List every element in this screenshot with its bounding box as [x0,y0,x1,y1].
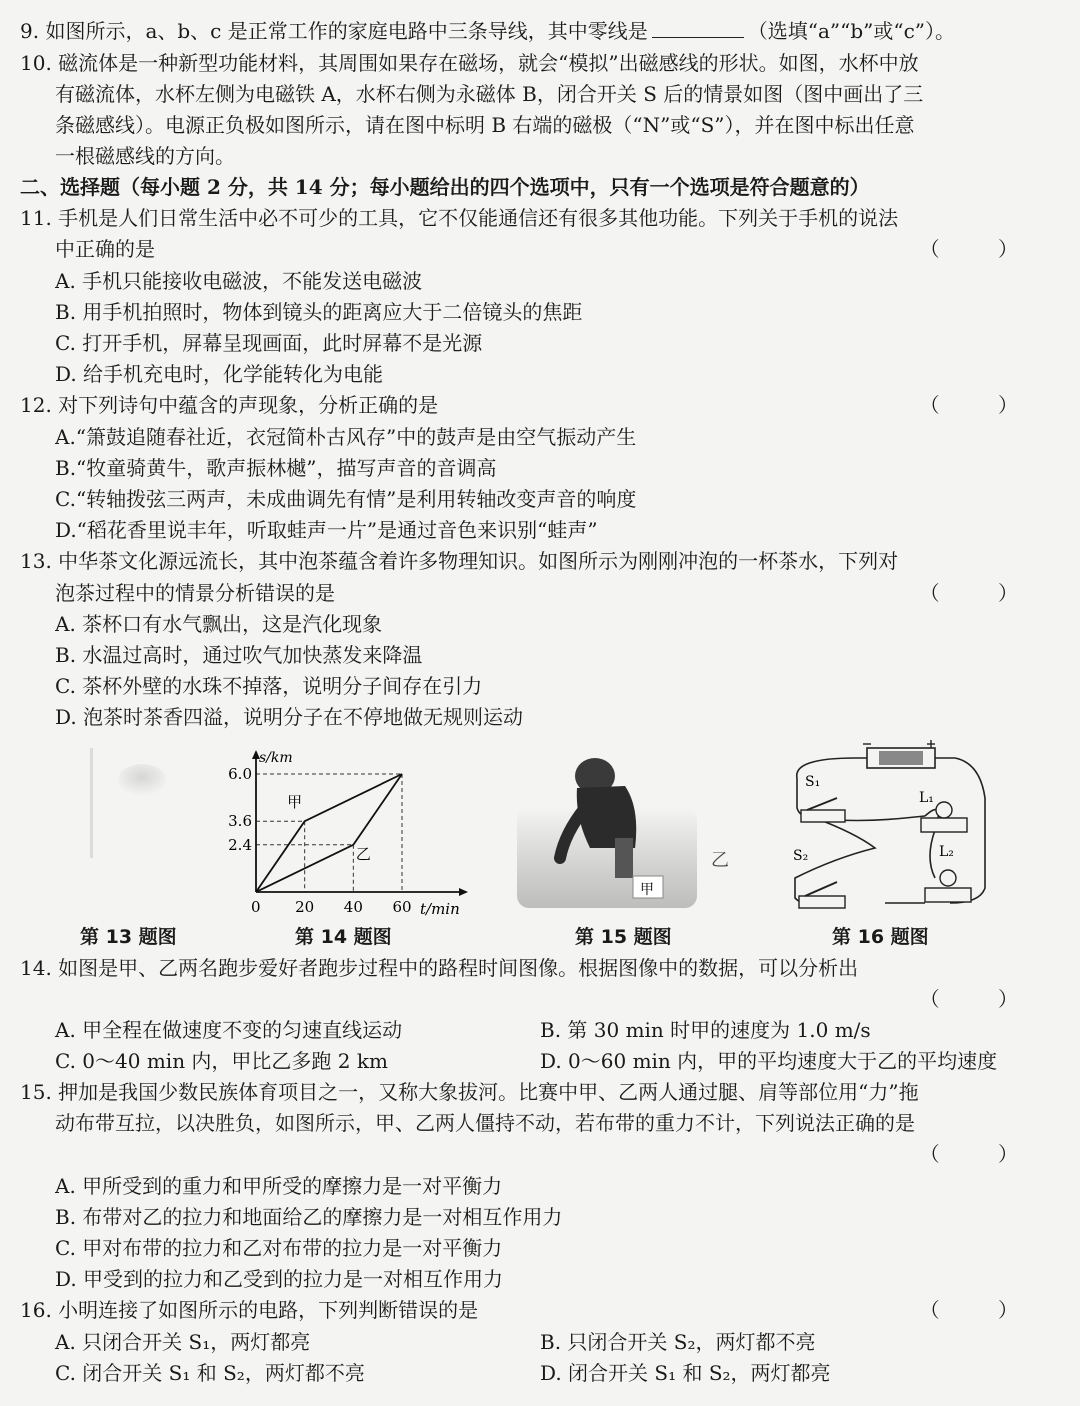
q10-line: 条磁感线）。电源正负极如图所示，请在图中标明 B 右端的磁极（“N”或“S”），并在图中标出任意 [55,113,915,137]
switch-s1-icon [801,798,845,822]
q13-line: 13. 中华茶文化源远流长，其中泡茶蕴含着许多物理知识。如图所示为刚刚冲泡的一杯茶水，下列对 [20,549,899,573]
q13-option-c: C. 茶杯外壁的水珠不掉落，说明分子间存在引力 [55,674,483,698]
q14-line: 14. 如图是甲、乙两名跑步爱好者跑步过程中的路程时间图像。根据图像中的数据，可以分析出 [20,956,859,980]
wire [930,830,935,878]
q13-option-b: B. 水温过高时，通过吹气加快蒸发来降温 [55,643,423,667]
label-l1: L₁ [919,790,934,806]
fig13-teacup-image [80,748,190,898]
series-line [256,774,402,892]
q11-line: 中正确的是 [55,237,155,261]
fig15-label-yi: 乙 [711,850,729,871]
x-tick-label: 40 [343,898,363,916]
fig15-tug-of-war-image [515,748,745,918]
q15-option-d: D. 甲受到的拉力和乙受到的拉力是一对相互作用力 [55,1267,504,1291]
fig14-st-graph [210,748,480,920]
x-axis-arrow [459,888,468,896]
q14-option-d: D. 0～60 min 内，甲的平均速度大于乙的平均速度 [540,1049,998,1073]
answer-paren[interactable]: （ ） [919,1142,1044,1166]
fig16-circuit-diagram [775,738,1005,918]
x-tick-label: 20 [295,898,315,916]
x-axis-label: t/min [420,900,460,918]
chart-guides [256,774,402,892]
q16-option-b: B. 只闭合开关 S₂，两灯都不亮 [540,1330,816,1354]
label-l2: L₂ [939,844,954,860]
y-tick-label: 3.6 [228,812,252,831]
label-s2: S₂ [793,848,809,864]
q15-option-c: C. 甲对布带的拉力和乙对布带的拉力是一对平衡力 [55,1236,503,1260]
q13-option-d: D. 泡茶时茶香四溢，说明分子在不停地做无规则运动 [55,705,524,729]
q15-option-a: A. 甲所受到的重力和甲所受的摩擦力是一对平衡力 [55,1174,503,1198]
y-tick-label: 2.4 [228,835,252,854]
q11-line: 11. 手机是人们日常生活中必不可少的工具，它不仅能通信还有很多其他功能。下列关于手机的说法 [20,206,899,230]
section-heading: 二、选择题（每小题 2 分，共 14 分；每小题给出的四个选项中，只有一个选项是符合题意的） [20,175,870,199]
q15-option-b: B. 布带对乙的拉力和地面给乙的摩擦力是一对相互作用力 [55,1205,563,1229]
q12-line: 12. 对下列诗句中蕴含的声现象，分析正确的是 [20,393,439,417]
q11-option-b: B. 用手机拍照时，物体到镜头的距离应大于二倍镜头的焦距 [55,300,583,324]
answer-paren[interactable]: （ ） [919,237,1044,261]
q9-text: 9. 如图所示，a、b、c 是正常工作的家庭电路中三条导线，其中零线是 [20,19,648,43]
cloth-strap [615,838,633,878]
label-s1: S₁ [805,774,821,790]
q15-line: 动布带互拉，以决胜负，如图所示，甲、乙两人僵持不动，若布带的重力不计，下列说法正确的是 [55,1111,915,1135]
q11-option-c: C. 打开手机，屏幕呈现画面，此时屏幕不是光源 [55,331,483,355]
lamp-l1-icon [921,802,967,832]
q16-option-a: A. 只闭合开关 S₁，两灯都亮 [55,1330,311,1354]
q9-text-after: （选填“a”“b”或“c”）。 [747,19,956,43]
answer-paren[interactable]: （ ） [919,393,1044,417]
lamp-l2-icon [925,870,971,902]
answer-paren[interactable]: （ ） [919,1298,1044,1322]
fig16-caption: 第 16 题图 [832,926,929,948]
q12-option-c: C.“转轴拨弦三两声，未成曲调先有情”是利用转轴改变声音的响度 [55,487,637,511]
q11-option-a: A. 手机只能接收电磁波，不能发送电磁波 [55,269,423,293]
answer-blank[interactable] [652,17,744,38]
series-line [256,774,402,892]
answer-paren[interactable]: （ ） [919,581,1044,605]
battery-icon [863,740,935,768]
switch-s2-icon [799,882,845,908]
chart-series [256,774,402,892]
series-label: 甲 [287,793,303,812]
fig13-caption: 第 13 题图 [80,926,177,948]
q10-line: 10. 磁流体是一种新型功能材料，其周围如果存在磁场，就会“模拟”出磁感线的形状。如图，水杯中放 [20,51,919,75]
q10-line: 一根磁感线的方向。 [55,144,235,168]
series-label: 乙 [355,844,371,863]
q12-option-a: A.“箫鼓追随春社近，衣冠简朴古风存”中的鼓声是由空气振动产生 [55,425,637,449]
q16-option-d: D. 闭合开关 S₁ 和 S₂，两灯都亮 [540,1361,831,1385]
q11-option-d: D. 给手机充电时，化学能转化为电能 [55,362,384,386]
q13-line: 泡茶过程中的情景分析错误的是 [55,581,335,605]
y-tick-label: 6.0 [228,765,252,783]
q16-line: 16. 小明连接了如图所示的电路，下列判断错误的是 [20,1298,479,1322]
question-9 [20,16,1046,46]
q10-line: 有磁流体，水杯左侧为电磁铁 A，水杯右侧为永磁体 B，闭合开关 S 后的情景如图（图中画出了三 [55,82,924,106]
q13-option-a: A. 茶杯口有水气飘出，这是汽化现象 [55,612,383,636]
fig15-caption: 第 15 题图 [575,926,672,948]
x-tick-label: 60 [392,898,412,916]
fig14-caption: 第 14 题图 [295,926,392,948]
q12-option-b: B.“牧童骑黄牛，歌声振林樾”，描写声音的音调高 [55,456,497,480]
q14-option-b: B. 第 30 min 时甲的速度为 1.0 m/s [540,1018,871,1042]
q15-line: 15. 押加是我国少数民族体育项目之一，又称大象拔河。比赛中甲、乙两人通过腿、肩等部位用“力”拖 [20,1080,919,1104]
q14-option-c: C. 0～40 min 内，甲比乙多跑 2 km [55,1049,388,1073]
y-axis-label: s/km [259,750,293,766]
fig15-label-jia: 甲 [640,882,654,898]
answer-paren[interactable]: （ ） [919,987,1044,1011]
q14-option-a: A. 甲全程在做速度不变的匀速直线运动 [55,1018,403,1042]
q16-option-c: C. 闭合开关 S₁ 和 S₂，两灯都不亮 [55,1361,365,1385]
q12-option-d: D.“稻花香里说丰年，听取蛙声一片”是通过音色来识别“蛙声” [55,518,598,542]
origin-label: 0 [251,898,261,916]
